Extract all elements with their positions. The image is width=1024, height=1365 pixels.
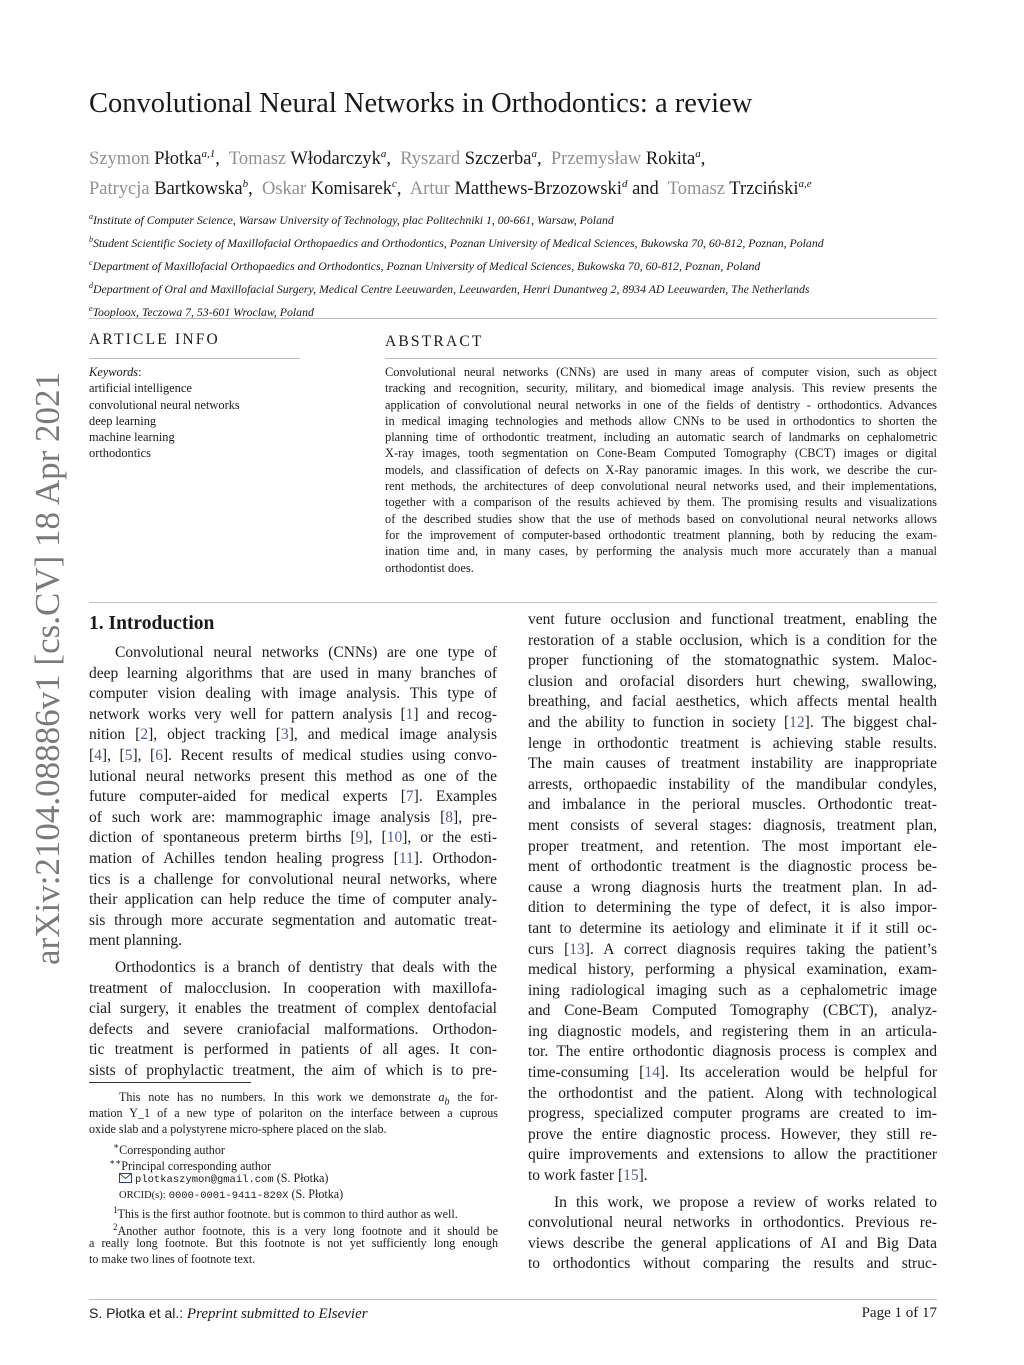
body-line: The main causes of treatment instability are inappropriate <box>528 755 937 773</box>
citation-link[interactable]: 12 <box>789 713 805 731</box>
body-line: tic treatment is performed in patients of all ages. It con- <box>89 1041 497 1059</box>
affiliation: $^b$Student Scientific Society of Maxillofacial Orthopaedics and Orthodontics, Poznan University of Medical Sciences, Bukowska 70, 60-812, Poznan, Poland <box>89 234 824 250</box>
footer-divider <box>89 1299 937 1300</box>
abstract-line: models, and classification of defects on X-Ray panoramic images. In this work, we describe the cur- <box>385 462 937 477</box>
body-line: mation of Achilles tendon healing progress [11]. Orthodon- <box>89 849 497 867</box>
body-line: tor. The entire orthodontic diagnosis process is complex and <box>528 1043 937 1061</box>
affiliation: $^c$Department of Maxillofacial Orthopaedics and Orthodontics, Poznan University of Medical Sciences, Bukowska 70, 60-812, Poznan, Poland <box>89 257 761 273</box>
citation-link[interactable]: 10 <box>386 829 403 847</box>
citation-link[interactable]: 4 <box>94 746 102 764</box>
body-line: quire improvements and extensions to allow the practitioner <box>528 1146 937 1164</box>
citation-link[interactable]: 11 <box>398 849 414 867</box>
body-line: restoration of a stable occlusion, which is a condition for the <box>528 631 937 649</box>
body-line: dition to determining the type of defect, it is also impor- <box>528 899 937 917</box>
abstract-line: ination time and, in many cases, by performing the analysis much more accurately than a manual <box>385 544 937 559</box>
envelope-icon <box>119 1173 132 1183</box>
body-line: defects and severe craniofacial malformations. Orthodon- <box>89 1020 497 1038</box>
citation-link[interactable]: 8 <box>445 808 454 826</box>
body-line: tant to determine its aetiology and eliminate it if it still oc- <box>528 919 937 937</box>
body-line: to orthodontics without comparing the results and struc- <box>528 1255 937 1273</box>
author: Tomasz Włodarczyk$^a$, <box>228 148 391 170</box>
author: Oskar Komisarek$^c$, <box>262 178 402 200</box>
body-line: ment of orthodontic treatment is the diagnostic process be- <box>528 858 937 876</box>
body-line: proper treatment, and retention. The most important ele- <box>528 837 937 855</box>
body-line: Convolutional neural networks (CNNs) are one type of <box>115 644 497 661</box>
body-line: lutional neural networks present this method as one of the <box>89 767 497 785</box>
body-line: cial surgery, it enables the treatment of complex dentofacial <box>89 1000 497 1018</box>
body-line: views describe the general applications of AI and Big Data <box>528 1234 937 1252</box>
keyword: artificial intelligence <box>89 381 192 396</box>
affiliation: $^e$Tooploox, Teczowa 7, 53-601 Wroclaw, Poland <box>89 303 314 319</box>
citation-link[interactable]: 3 <box>280 726 289 744</box>
body-line: [4], [5], [6]. Recent results of medical studies using convo- <box>89 746 497 764</box>
affiliation: $^d$Department of Oral and Maxillofacial Surgery, Medical Centre Leeuwarden, Leeuwarden, Henri Dunantweg 2, 8934 AD Leeuwarden, The Netherlands <box>89 280 810 296</box>
keyword: machine learning <box>89 430 175 445</box>
abstract-line: in medical imaging technologies and methods allow CNNs to be used in orthodontics to shorten the <box>385 413 937 428</box>
body-line: their application can help reduce the time of computer analy- <box>89 891 497 909</box>
article-info-divider <box>89 358 300 359</box>
abstract-line: application of convolutional neural networks in one of the fields of dentistry - orthodontics. Advances <box>385 397 937 412</box>
body-line: lenge in orthodontic treatment is achieving stable results. <box>528 734 937 752</box>
abstract-line: together with a comparison of the results achieved by them. The promising results and visualizations <box>385 495 937 510</box>
abstract-body <box>385 364 937 576</box>
body-line: clusion and orofacial disorders hurt chewing, swallowing, <box>528 672 937 690</box>
author: Szymon Płotka$^{a,1}$, <box>89 148 220 170</box>
header-divider <box>89 318 937 319</box>
footnote-divider <box>89 1082 251 1083</box>
body-line: medical history, performing a physical examination, exam- <box>528 961 937 979</box>
body-line: progress, specialized computer programs are created to im- <box>528 1105 937 1123</box>
body-line: treatment of malocclusion. In cooperation with maxillofa- <box>89 979 497 997</box>
body-line: diction of spontaneous preterm births [9], [10], or the esti- <box>89 829 497 847</box>
body-line: breathing, and facial aesthetics, which affects mental health <box>528 693 937 711</box>
author: Tomasz Trzciński$^{a,e}$ <box>667 178 812 200</box>
footnote-2: $^2$Another author footnote, this is a very long footnote and it should be <box>113 1221 498 1238</box>
footnote-corresponding: ∗Corresponding author <box>113 1140 225 1157</box>
citation-link[interactable]: 9 <box>355 829 364 847</box>
footnote-note-line: oxide slab and a polystyrene micro-sphere placed on the slab. <box>89 1122 387 1137</box>
body-line: network works very well for pattern analysis [1] and recog- <box>89 705 497 723</box>
body-line: convolutional neural networks in orthodontics. Previous re- <box>528 1214 937 1232</box>
body-column-right <box>528 610 937 1275</box>
author-list <box>89 142 949 202</box>
citation-link[interactable]: 5 <box>124 746 133 764</box>
author: Przemysław Rokita$^a$, <box>550 148 706 170</box>
body-line: sis through more accurate segmentation and automatic treat- <box>89 911 497 929</box>
abstract-heading: ABSTRACT <box>385 333 484 350</box>
body-line: cause a wrong diagnosis hurts the treatment plan. In ad- <box>528 878 937 896</box>
body-line: nition [2], object tracking [3], and medical image analysis <box>89 726 497 744</box>
arxiv-identifier-stamp: arXiv:2104.08886v1 [cs.CV] 18 Apr 2021 <box>28 371 67 965</box>
citation-link[interactable]: 13 <box>569 940 585 958</box>
body-line: prove the entire diagnostic process. However, they still re- <box>528 1125 937 1143</box>
email-link[interactable]: plotkaszymon@gmail.com <box>135 1173 274 1186</box>
body-line: of such work are: mammographic image analysis [8], pre- <box>89 808 497 826</box>
body-line: computer vision dealing with image analysis. This type of <box>89 685 497 703</box>
body-line: ment consists of several stages: diagnosis, treatment plan, <box>528 816 937 834</box>
affiliation-list <box>89 207 949 322</box>
citation-link[interactable]: 6 <box>155 746 163 764</box>
footnote-2-line: a really long footnote. But this footnote is not yet sufficiently long enough <box>89 1235 498 1250</box>
body-line: ment planning. <box>89 932 182 950</box>
body-line: the orthodontist and the patient. Along with technological <box>528 1084 937 1102</box>
author-line-2 <box>89 172 949 202</box>
abstract-line: rent methods, the architectures of deep convolutional neural networks used, and their implementations, <box>385 479 937 494</box>
paper-title: Convolutional Neural Networks in Orthodontics: a review <box>89 88 753 119</box>
body-line: future computer-aided for medical experts [7]. Examples <box>89 788 498 806</box>
abstract-line: for the improvement of computer-based orthodontic treatment planning, both by reducing the exam- <box>385 527 937 542</box>
body-line: ining radiological imaging such as a cephalometric image <box>528 981 937 999</box>
affiliation: $^a$Institute of Computer Science, Warsaw University of Technology, plac Politechniki 1, 00-661, Warsaw, Poland <box>89 212 614 227</box>
keyword: deep learning <box>89 413 157 428</box>
abstract-end-divider <box>89 602 937 603</box>
citation-link[interactable]: 7 <box>405 788 414 806</box>
footnote-email: plotkaszymon@gmail.com (S. Płotka) <box>89 1170 498 1186</box>
abstract-line: tracking and recognition, security, military, and biomedical image analysis. This review presents the <box>385 381 937 396</box>
body-line: curs [13]. A correct diagnosis requires taking the patient’s <box>528 940 937 958</box>
citation-link[interactable]: 15 <box>623 1167 639 1185</box>
footer-citation: S. Płotka et al.: Preprint submitted to Elsevier <box>89 1305 368 1322</box>
body-line: sists of prophylactic treatment, the aim of which is to pre- <box>89 1061 497 1079</box>
article-info-heading: ARTICLE INFO <box>89 331 220 348</box>
abstract-line: of the described studies show that the use of methods based on convolutional neural networks allows <box>385 511 937 526</box>
section-heading-introduction: 1. Introduction <box>89 613 215 634</box>
body-line: vent future occlusion and functional treatment, enabling the <box>528 611 937 628</box>
citation-link[interactable]: 1 <box>405 705 414 723</box>
author-line-1 <box>89 142 949 172</box>
page-number: Page 1 of 17 <box>861 1305 937 1321</box>
body-line: deep learning algorithms that are used in many branches of <box>89 664 497 682</box>
keyword: orthodontics <box>89 446 151 461</box>
author: Ryszard Szczerba$^a$, <box>400 148 542 170</box>
footnote-orcid: ORCID(s): 0000-0001-9411-820X (S. Płotka) <box>119 1187 344 1203</box>
body-line: tics is a challenge for convolutional neural networks, where <box>89 870 497 888</box>
abstract-line: planning time of orthodontic treatment, including an automatic search of landmarks on cephalometric <box>385 430 937 445</box>
body-line: In this work, we propose a review of works related to <box>554 1193 937 1211</box>
author: Patrycja Bartkowska$^b$, <box>89 178 253 200</box>
body-line: proper functioning of the stomatognathic system. Maloc- <box>528 652 937 670</box>
body-line: to work faster [15]. <box>528 1167 648 1185</box>
body-line: and the ability to function in society [12]. The biggest chal- <box>528 713 937 731</box>
keywords-label: Keywords <box>89 365 139 379</box>
footnote-note-line: mation Y_1 of a new type of polariton on the interface between a cuprous <box>89 1106 498 1121</box>
keyword: convolutional neural networks <box>89 397 240 412</box>
body-line: ing diagnostic models, and registering them in an articula- <box>528 1022 937 1040</box>
body-line: time-consuming [14]. Its acceleration would be helpful for <box>528 1064 937 1082</box>
body-line: arrests, orthopaedic instability of the mandibular condyles, <box>528 775 937 793</box>
keywords-block: Keywords: artificial intelligence convolutional neural networks deep learning machine learning orthodontics <box>89 364 309 462</box>
body-column-left <box>89 643 497 1081</box>
footnote-1: $^1$This is the first author footnote. but is common to third author as well. <box>113 1205 458 1222</box>
orcid-link[interactable]: 0000-0001-9411-820X <box>168 1190 289 1203</box>
citation-link[interactable]: 14 <box>644 1064 660 1082</box>
abstract-line: Convolutional neural networks (CNNs) are used in many areas of computer vision, such as object <box>385 365 937 379</box>
author: Artur Matthews-Brzozowski$^d$ and <box>409 178 659 200</box>
body-line: Orthodontics is a branch of dentistry that deals with the <box>115 958 497 976</box>
footnote-note: This note has no numbers. In this work we demonstrate $a_b$ the for- <box>119 1090 498 1108</box>
footnote-principal: ∗∗Principal corresponding author <box>109 1156 272 1173</box>
footnote-2-line: to make two lines of footnote text. <box>89 1251 256 1266</box>
body-line: and imbalance in the perioral muscles. Orthodontic treat- <box>528 796 937 814</box>
body-line: and Cone-Beam Computed Tomography (CBCT), analyz- <box>528 1002 937 1020</box>
citation-link[interactable]: 2 <box>140 726 149 744</box>
abstract-divider <box>385 358 937 359</box>
abstract-line: X-ray images, tooth segmentation on Cone-Beam Computed Tomography (CBCT) images or digital <box>385 446 937 461</box>
footnotes <box>89 1089 498 1267</box>
abstract-line: orthodontist does. <box>385 560 474 575</box>
